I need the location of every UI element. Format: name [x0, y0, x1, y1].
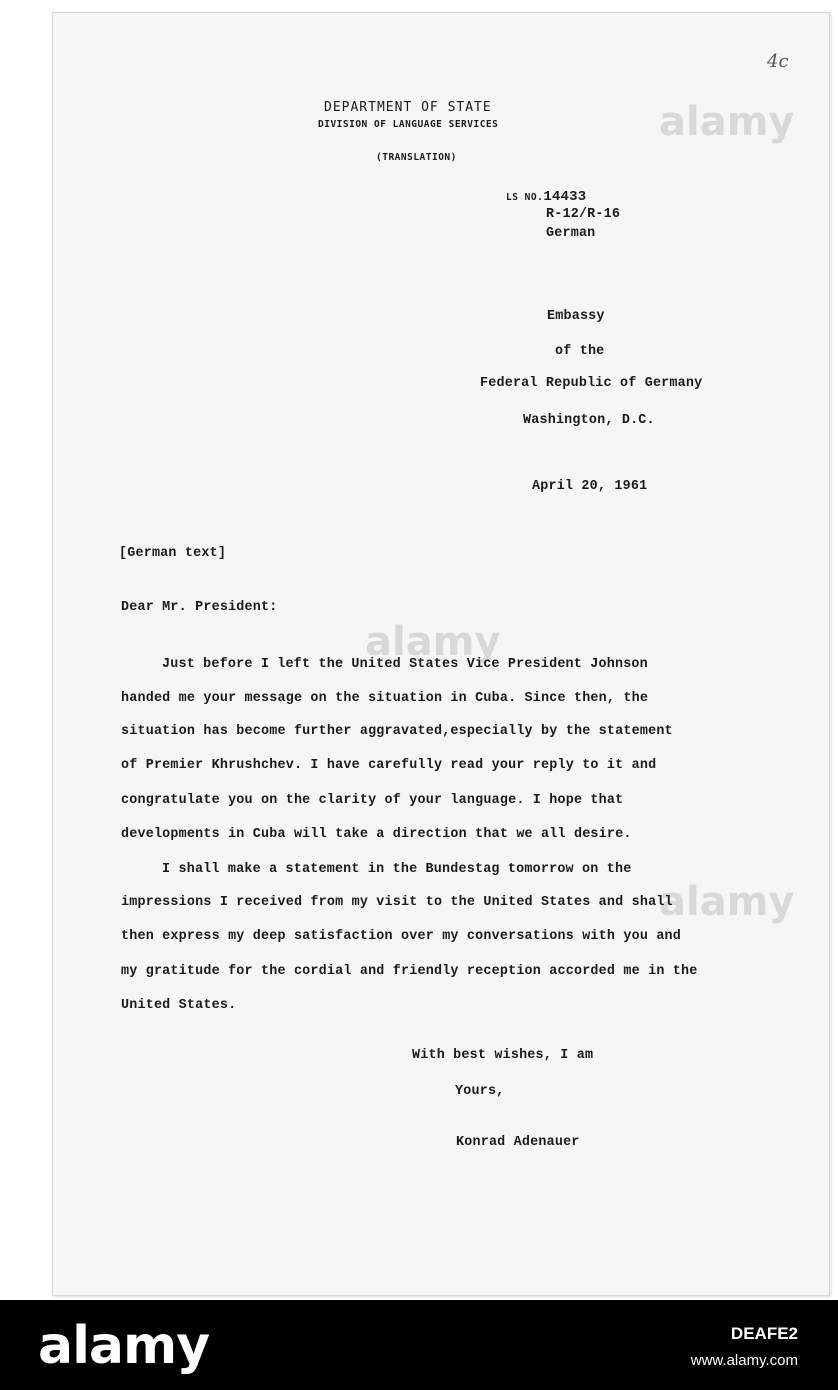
- paragraph-1-line: handed me your message on the situation in Cuba. Since then, the: [121, 691, 649, 706]
- letter-page: [52, 12, 830, 1296]
- alamy-logo: alamy: [38, 1316, 210, 1376]
- watermark: alamy: [659, 879, 795, 925]
- paragraph-1-line: of Premier Khrushchev. I have carefully read your reply to it and: [121, 758, 657, 773]
- paragraph-2-line: my gratitude for the cordial and friendly reception accorded me in the: [121, 964, 698, 979]
- signature-name: Konrad Adenauer: [456, 1135, 580, 1150]
- watermark: alamy: [659, 99, 795, 145]
- paragraph-1-line: situation has become further aggravated,especially by the statement: [121, 724, 673, 739]
- watermark: alamy: [365, 619, 501, 665]
- salutation: Dear Mr. President:: [121, 600, 278, 615]
- ls-number: 14433: [543, 189, 587, 205]
- handwritten-page-mark: 4c: [767, 51, 789, 72]
- paragraph-1-line: developments in Cuba will take a direction that we all desire.: [121, 827, 632, 842]
- closing-line: With best wishes, I am: [412, 1048, 594, 1063]
- stock-url[interactable]: www.alamy.com: [690, 1352, 798, 1369]
- paragraph-2-line: United States.: [121, 998, 237, 1013]
- stock-footer-banner: [0, 1300, 838, 1390]
- sender-line-3: Federal Republic of Germany: [480, 376, 703, 391]
- image-code: DEAFE2: [730, 1324, 798, 1343]
- paragraph-2-line: then express my deep satisfaction over my conversations with you and: [121, 929, 682, 944]
- paragraph-2-line: impressions I received from my visit to the United States and shall: [121, 895, 673, 910]
- valediction: Yours,: [455, 1084, 505, 1099]
- bracket-note: [German text]: [119, 546, 227, 561]
- department-heading: DEPARTMENT OF STATE: [324, 100, 492, 115]
- letter-date: April 20, 1961: [532, 479, 648, 494]
- ls-number-line: [506, 187, 586, 205]
- sender-line-2: of the: [555, 344, 605, 359]
- translation-label: (TRANSLATION): [376, 152, 457, 163]
- sender-line-4: Washington, D.C.: [523, 413, 655, 428]
- sender-line-1: Embassy: [547, 309, 605, 324]
- reference-code: R-12/R-16: [546, 207, 621, 222]
- division-heading: DIVISION OF LANGUAGE SERVICES: [318, 119, 499, 130]
- language-label: German: [546, 226, 596, 241]
- paragraph-2-line: I shall make a statement in the Bundestag tomorrow on the: [162, 862, 632, 877]
- paragraph-1-line: Just before I left the United States Vice President Johnson: [162, 657, 648, 672]
- ls-prefix: LS NO.: [506, 192, 544, 203]
- paragraph-1-line: congratulate you on the clarity of your language. I hope that: [121, 793, 624, 808]
